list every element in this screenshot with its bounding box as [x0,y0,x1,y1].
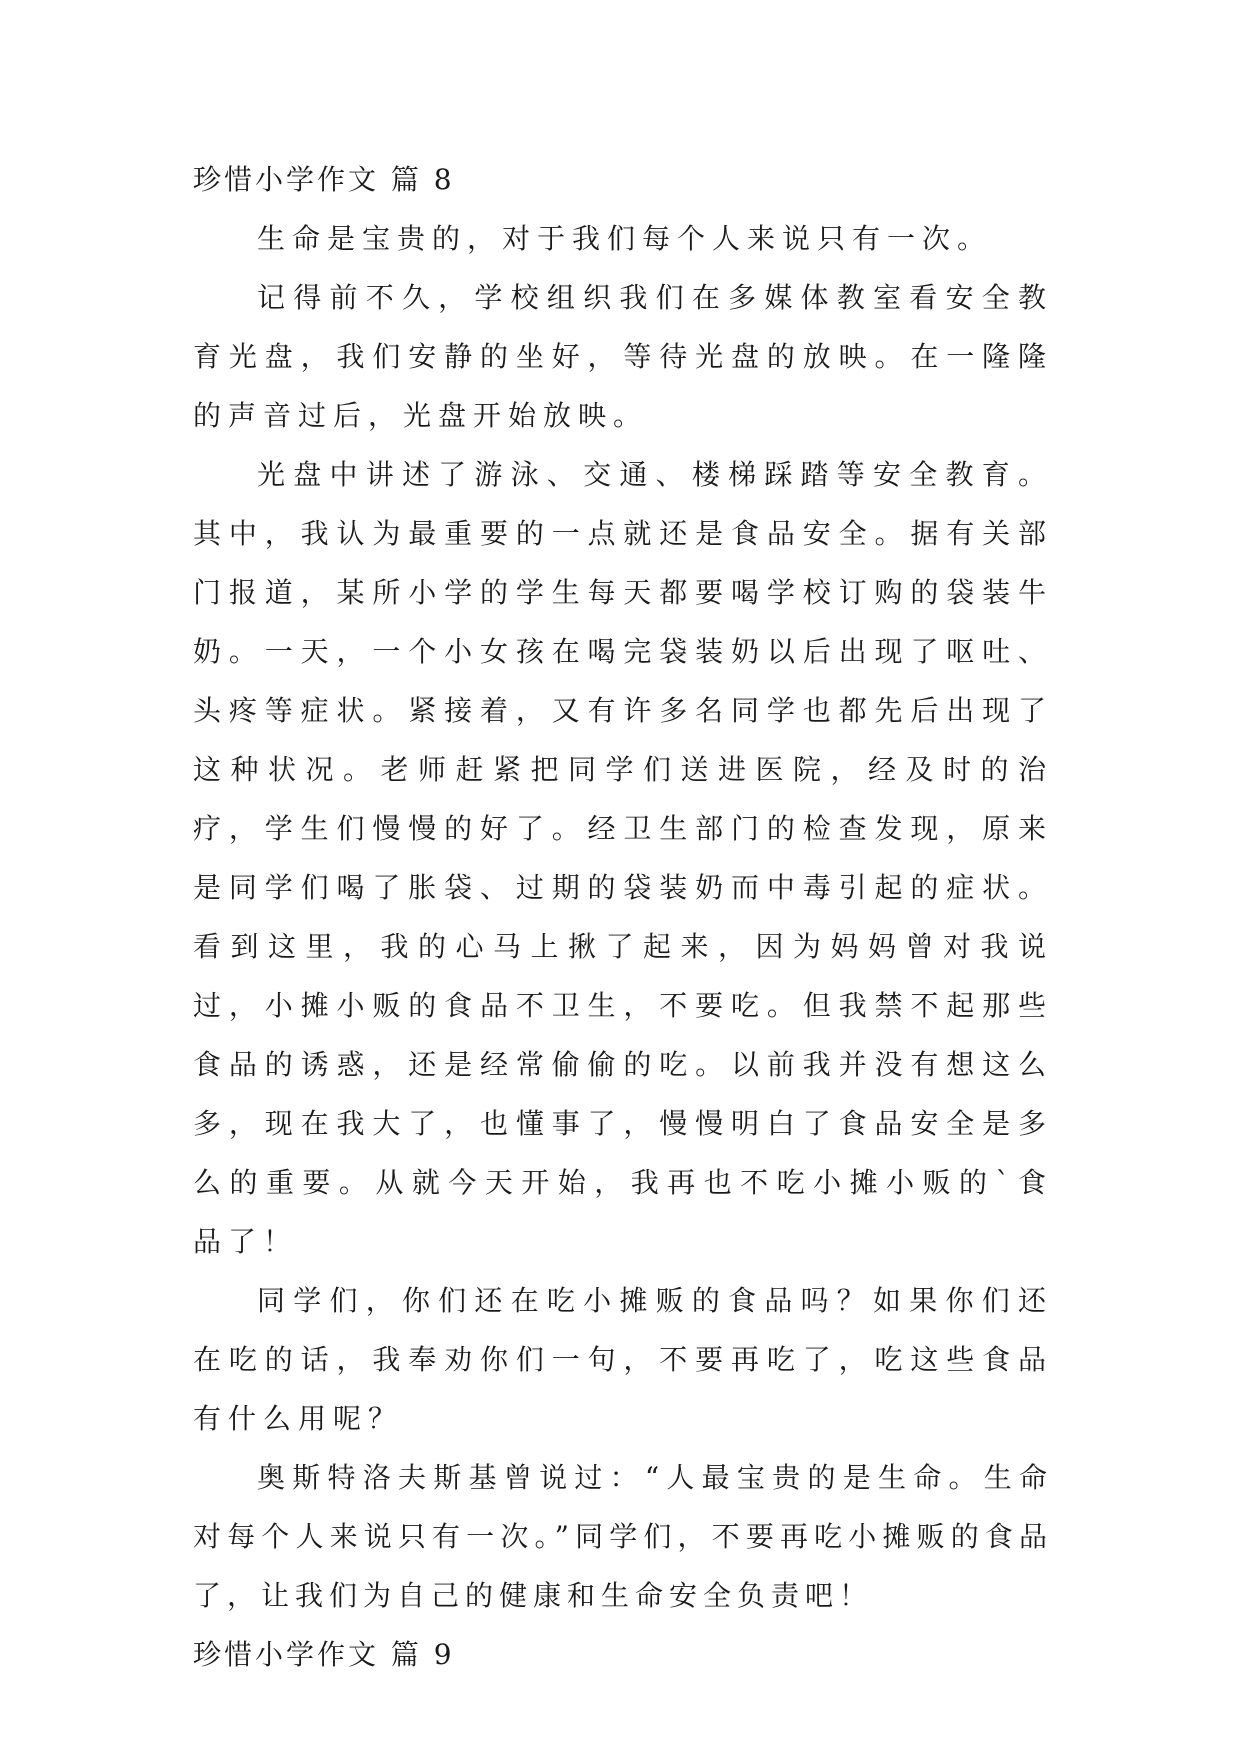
paragraph-5: 奥斯特洛夫斯基曾说过：“人最宝贵的是生命。生命对每个人来说只有一次。”同学们，不要再吃小摊贩的食品了，让我们为自己的健康和生命安全负责吧！ [193,1461,1053,1612]
paragraph-3: 光盘中讲述了游泳、交通、楼梯踩踏等安全教育。其中，我认为最重要的一点就还是食品安全。据有关部门报道，某所小学的学生每天都要喝学校订购的袋装牛奶。一天，一个小女孩在喝完袋装奶以后出现了呕吐、头疼等症状。紧接着，又有许多名同学也都先后出现了这种状况。老师赶紧把同学们送进医院，经及时的治疗，学生们慢慢的好了。经卫生部门的检查发现，原来是同学们喝了胀袋、过期的袋装奶而中毒引起的症状。看到这里，我的心马上揪了起来，因为妈妈曾对我说过，小摊小贩的食品不卫生，不要吃。但我禁不起那些食品的诱惑，还是经常偷偷的吃。以前我并没有想这么多，现在我大了，也懂事了，慢慢明白了食品安全是多么的重要。从就今天开始，我再也不吃小摊小贩的`食品了！ [193,458,1053,1258]
document-page [193,150,1053,1684]
essay-heading-8: 珍惜小学作文 篇 8 [193,163,455,196]
essay-heading-9: 珍惜小学作文 篇 9 [193,1638,455,1671]
paragraph-4: 同学们，你们还在吃小摊贩的食品吗？如果你们还在吃的话，我奉劝你们一句，不要再吃了，吃这些食品有什么用呢？ [193,1284,1053,1435]
paragraph-1: 生命是宝贵的，对于我们每个人来说只有一次。 [257,222,993,255]
paragraph-2: 记得前不久，学校组织我们在多媒体教室看安全教育光盘，我们安静的坐好，等待光盘的放映。在一隆隆的声音过后，光盘开始放映。 [193,281,1053,432]
